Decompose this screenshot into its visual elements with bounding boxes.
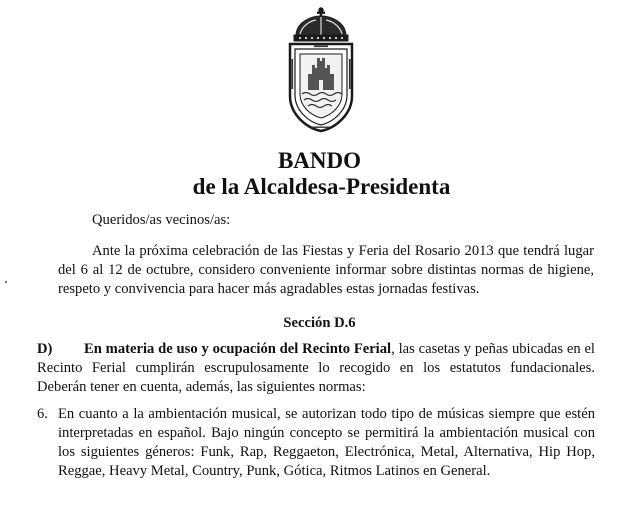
section-d-label: D) [37, 341, 53, 357]
scan-speck [5, 281, 7, 283]
section-d-bold-text: En materia de uso y ocupación del Recinto Ferial [84, 341, 392, 357]
section-heading: Sección D.6 [283, 315, 356, 331]
section-d-paragraph [37, 340, 595, 397]
list-item-number: 6. [37, 406, 48, 422]
document-subtitle: de la Alcaldesa-Presidenta [192, 174, 451, 199]
coat-of-arms-icon [286, 4, 356, 134]
section-d-text: , las casetas y peñas ubicadas en el Recinto Ferial cumplirán escrupulosamente lo recogido en los estatutos fundacionales. Deberán tener en cuenta, además, las siguientes normas: [37, 341, 595, 395]
list-item-text: En cuanto a la ambientación musical, se autorizan todo tipo de músicas siempre que estén interpretadas en español. Bajo ningún concepto se permitirá la ambientación musical con los siguientes géneros: Funk, Rap, Reggaeton, Electrónica, Metal, Alternativa, Hip Hop, Reggae, Heavy Metal, Country, Punk, Gótica, Ritmos Latinos en General. [58, 406, 595, 479]
document-title: BANDO [277, 148, 362, 173]
list-item [37, 405, 595, 481]
intro-paragraph: Ante la próxima celebración de las Fiestas y Feria del Rosario 2013 que tendrá lugar del 6 al 12 de octubre, considero conveniente informar sobre distintas normas de higiene, respeto y convivencia para hacer más agradables estas jornadas festivas. [58, 243, 594, 297]
greeting: Queridos/as vecinos/as: [92, 212, 231, 228]
